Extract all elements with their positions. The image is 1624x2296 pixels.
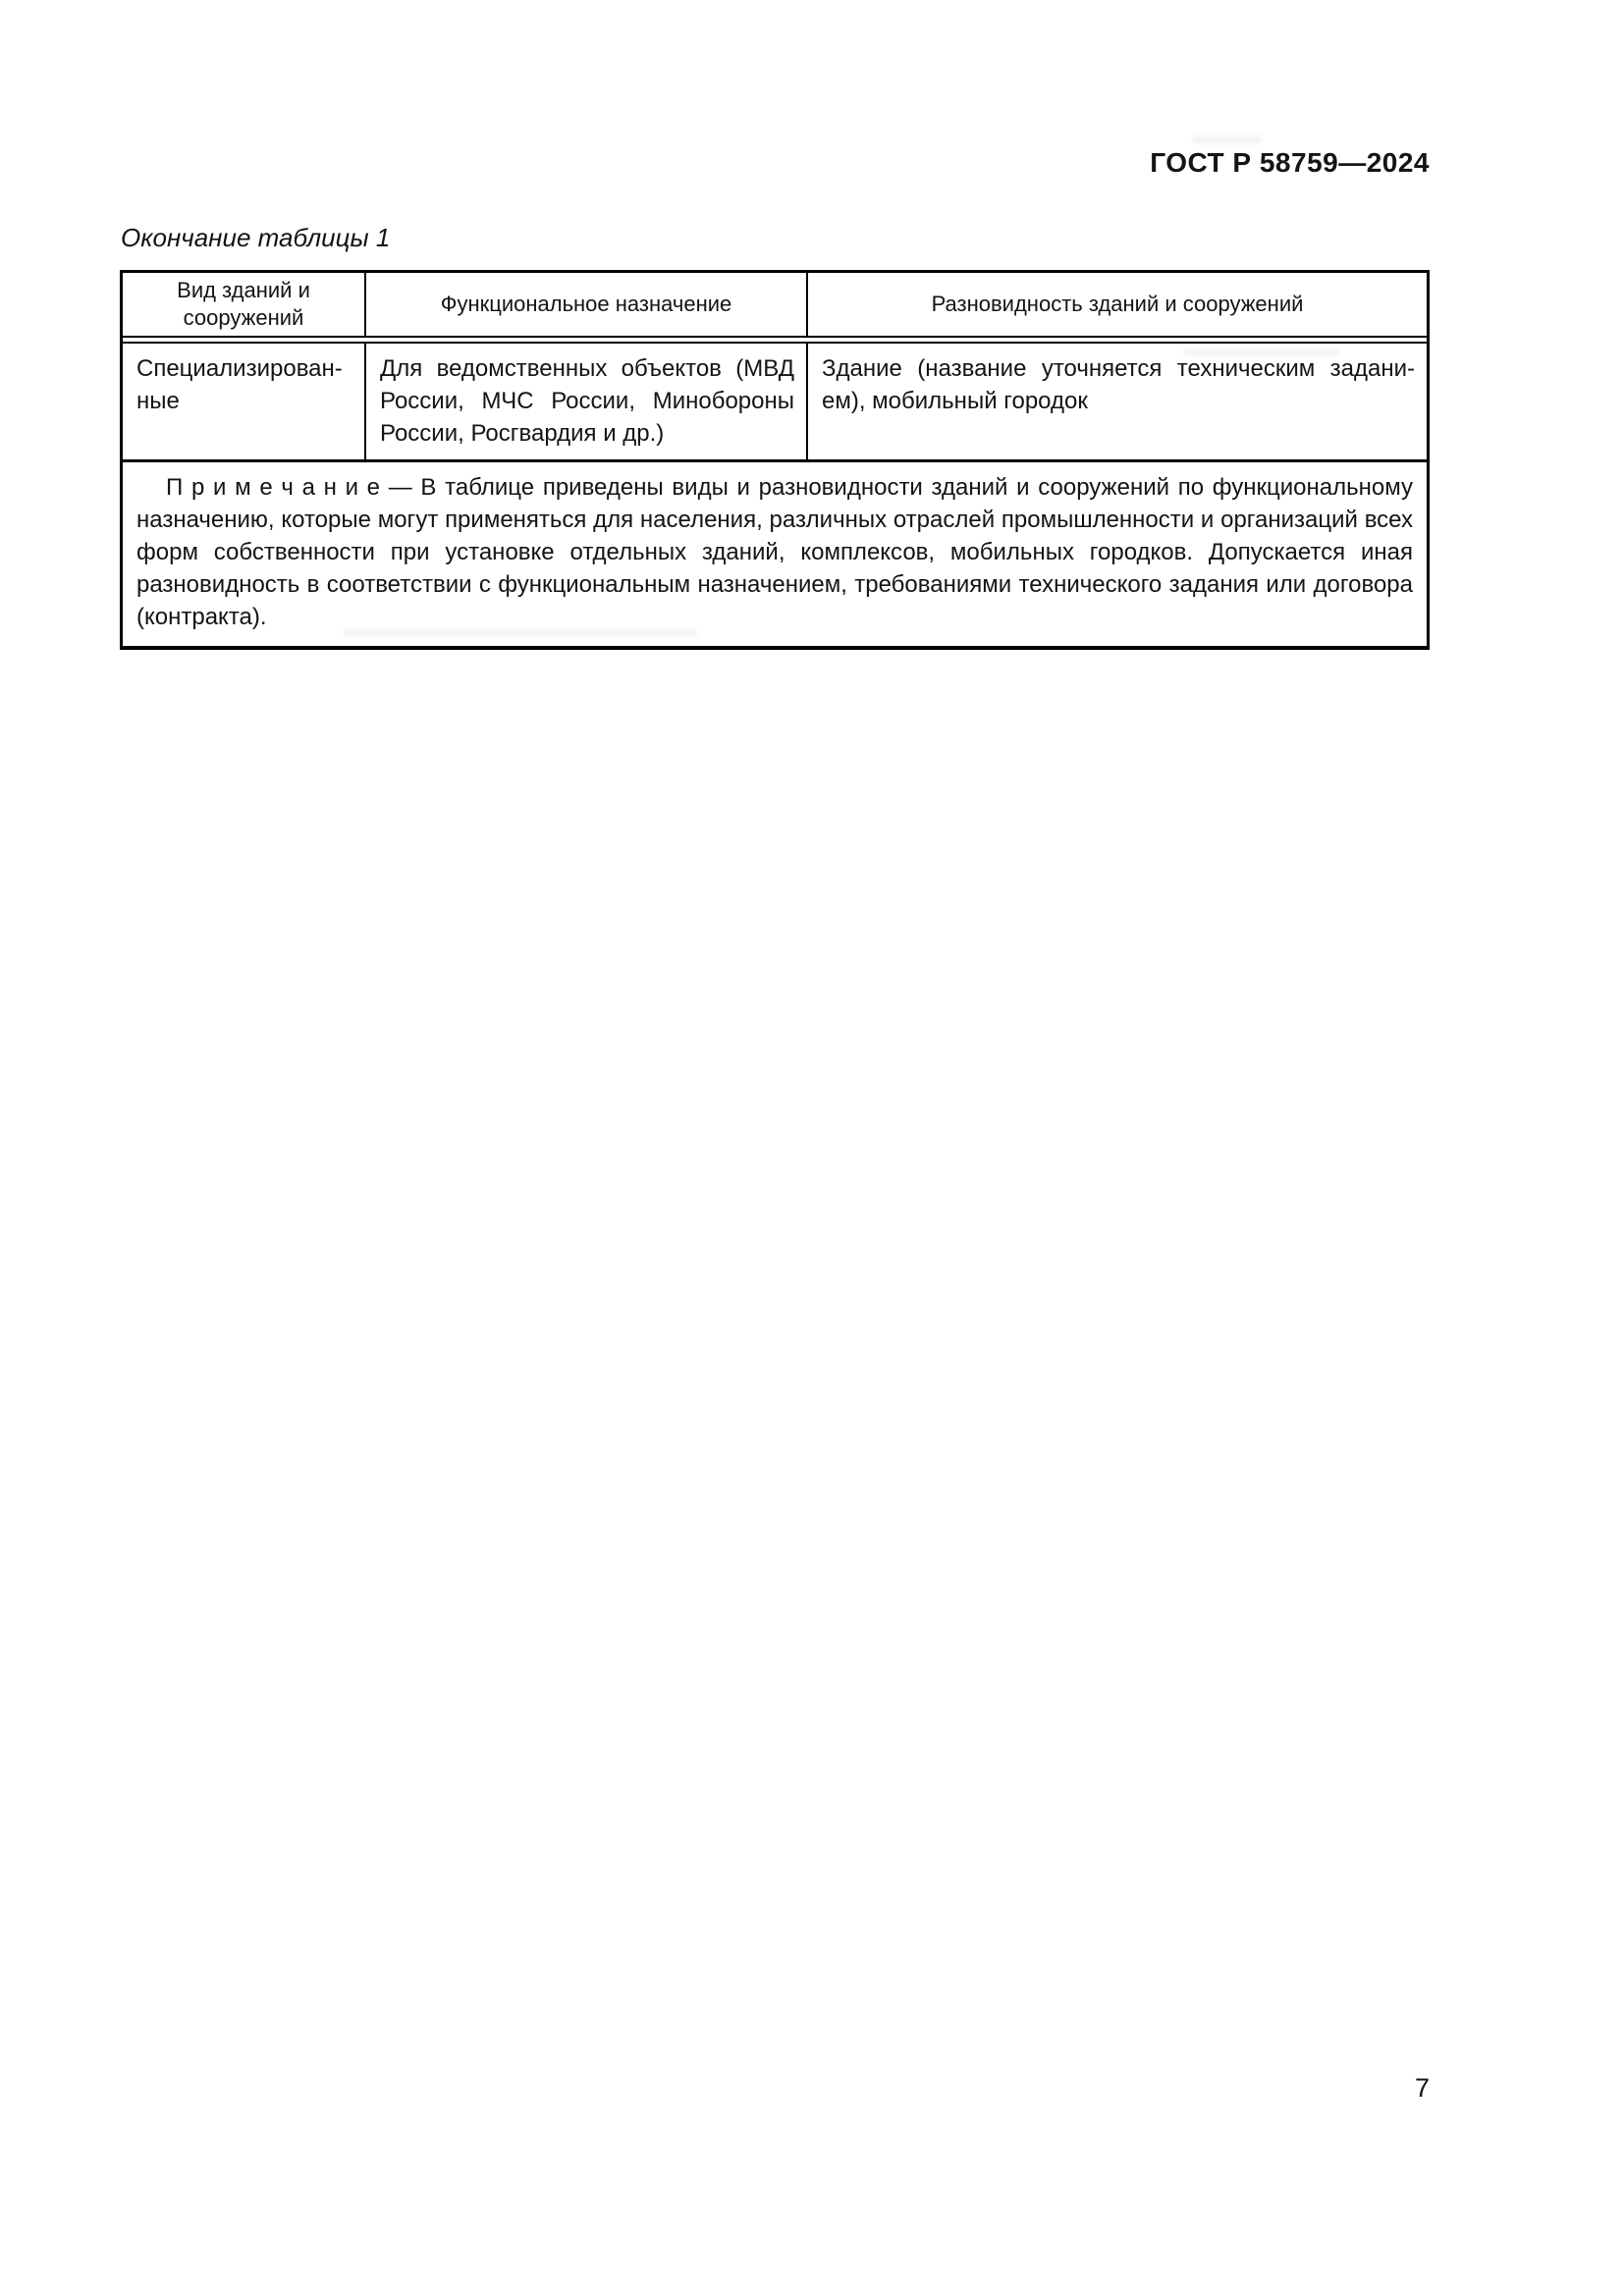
column-header-variety: Разновидность зданий и сооружений xyxy=(931,292,1304,316)
table-caption: Окончание таблицы 1 xyxy=(121,223,391,252)
table xyxy=(120,270,1430,650)
scan-artifact xyxy=(1193,135,1262,143)
table-cell-purpose: Для ведомственных объектов (МВД России, МЧС России, Минобороны России, Росгвардия и др.) xyxy=(366,344,808,459)
scan-artifact xyxy=(1183,349,1340,355)
table-note: П р и м е ч а н и е — В таблице приведены виды и разновидности зданий и сооружений по функциональному назначению, которые могут применяться для населения, различных отраслей промышленности и организаций всех форм собственности при установке отдельных зданий, комплексов, мобильных городков. Допускается иная разновидность в соответствии с функциональным назначением, требованиями технического задания или договора (контракта). xyxy=(136,474,1413,630)
standard-designation: ГОСТ Р 58759—2024 xyxy=(1150,147,1430,178)
table-cell-variety: Здание (название уточняется техническим задани-ем), мобильный городок xyxy=(822,355,1415,414)
page-number: 7 xyxy=(1414,2073,1430,2103)
table-row xyxy=(123,344,1427,462)
scan-artifact xyxy=(344,629,697,636)
column-header-purpose: Функциональное назначение xyxy=(366,273,808,336)
table-header-row xyxy=(123,273,1427,338)
column-header-kind: Вид зданий и сооружений xyxy=(123,273,366,336)
table-cell-kind: Специализирован-ные xyxy=(123,344,366,459)
